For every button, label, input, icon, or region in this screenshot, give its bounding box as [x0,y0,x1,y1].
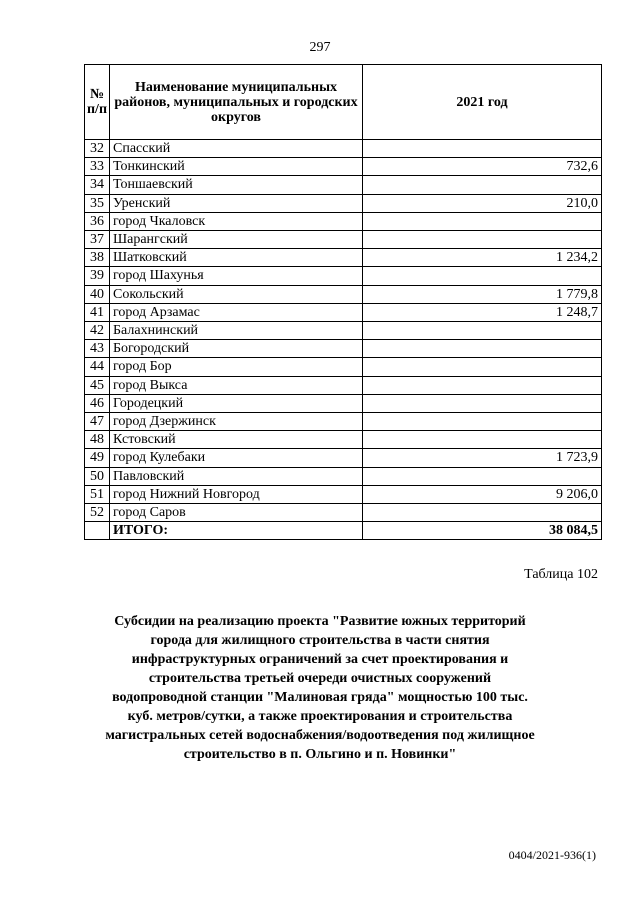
row-name: город Чкаловск [110,212,363,230]
table-row [85,376,602,394]
row-value [363,358,602,376]
row-num: 52 [85,504,110,522]
row-value [363,231,602,249]
row-name: Шарангский [110,231,363,249]
total-row [85,522,602,540]
table-row [85,449,602,467]
table-row [85,485,602,503]
row-num: 32 [85,140,110,158]
row-value [363,376,602,394]
table-row [85,194,602,212]
table-row [85,467,602,485]
table-row [85,504,602,522]
row-name: Тоншаевский [110,176,363,194]
table-row [85,358,602,376]
table-body [85,140,602,522]
row-value [363,340,602,358]
table-row [85,140,602,158]
table-row [85,158,602,176]
row-num: 42 [85,322,110,340]
row-num: 40 [85,285,110,303]
row-name: город Саров [110,504,363,522]
row-name: Тонкинский [110,158,363,176]
row-value [363,467,602,485]
row-name: Балахнинский [110,322,363,340]
subsidy-title: Субсидии на реализацию проекта "Развитие южных территорий города для жилищного строительства в части снятия инфраструктурных ограничений за счет проектирования и строительства третьей очереди очистных сооружений водопроводной станции "Малиновая гряда" мощностью 100 тыс. куб. метров/сутки, а также проектирования и строительства магистральных сетей водоснабжения/водоотведения под жилищное строительство в п. Ольгино и п. Новинки" [105,614,535,762]
table-row [85,340,602,358]
row-name: город Шахунья [110,267,363,285]
table-row [85,322,602,340]
row-name: город Нижний Новгород [110,485,363,503]
row-name: город Дзержинск [110,413,363,431]
total-value: 38 084,5 [363,522,602,540]
table-row [85,303,602,321]
row-name: Павловский [110,467,363,485]
row-num: 50 [85,467,110,485]
table-header-row [85,65,602,140]
row-name: Городецкий [110,394,363,412]
page-number: 297 [309,40,331,55]
header-year: 2021 год [363,65,602,140]
table-row [85,413,602,431]
row-num: 45 [85,376,110,394]
row-name: Сокольский [110,285,363,303]
row-name: Богородский [110,340,363,358]
row-name: город Арзамас [110,303,363,321]
total-num-cell [85,522,110,540]
row-num: 36 [85,212,110,230]
row-value [363,413,602,431]
row-value: 1 248,7 [363,303,602,321]
row-num: 46 [85,394,110,412]
row-value: 210,0 [363,194,602,212]
table-row [85,431,602,449]
next-table-label: Таблица 102 [524,567,598,582]
table-row [85,176,602,194]
row-num: 35 [85,194,110,212]
row-value: 732,6 [363,158,602,176]
row-value [363,176,602,194]
header-name: Наименование муниципальных районов, муниципальных и городских округов [110,65,363,140]
row-name: город Выкса [110,376,363,394]
row-num: 49 [85,449,110,467]
row-name: Шатковский [110,249,363,267]
row-value: 1 723,9 [363,449,602,467]
table-row [85,212,602,230]
row-num: 44 [85,358,110,376]
row-name: город Кулебаки [110,449,363,467]
row-value [363,431,602,449]
row-num: 41 [85,303,110,321]
row-value: 1 779,8 [363,285,602,303]
row-num: 38 [85,249,110,267]
row-value [363,322,602,340]
row-name: Спасский [110,140,363,158]
row-value: 1 234,2 [363,249,602,267]
header-num: № п/п [85,65,110,140]
row-num: 47 [85,413,110,431]
row-name: город Бор [110,358,363,376]
row-num: 37 [85,231,110,249]
row-value [363,394,602,412]
table-row [85,231,602,249]
table-row [85,249,602,267]
row-num: 34 [85,176,110,194]
row-value [363,140,602,158]
row-num: 48 [85,431,110,449]
total-label: ИТОГО: [110,522,363,540]
row-value [363,504,602,522]
table-row [85,394,602,412]
row-num: 43 [85,340,110,358]
table-row [85,267,602,285]
row-value: 9 206,0 [363,485,602,503]
row-value [363,212,602,230]
row-num: 33 [85,158,110,176]
row-num: 51 [85,485,110,503]
row-name: Кстовский [110,431,363,449]
document-code: 0404/2021-936(1) [508,848,596,862]
subsidy-table [84,64,602,540]
row-value [363,267,602,285]
row-num: 39 [85,267,110,285]
row-name: Уренский [110,194,363,212]
table-row [85,285,602,303]
